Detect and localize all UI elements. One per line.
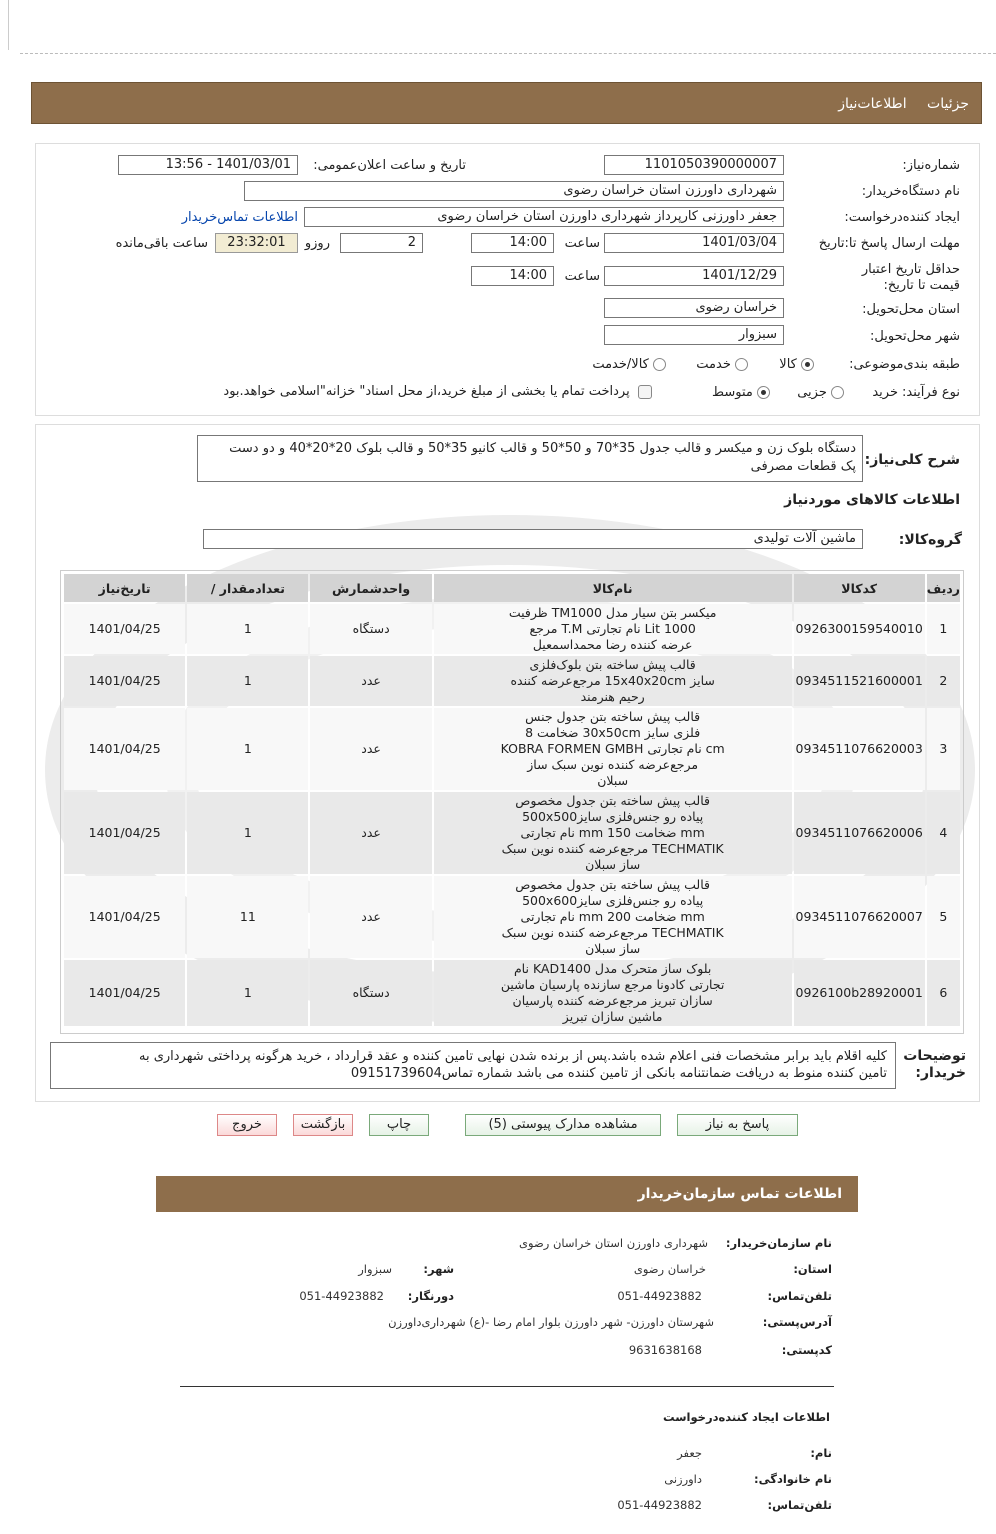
row-number: 1 <box>927 604 960 654</box>
service-radio[interactable] <box>735 358 748 371</box>
top-divider <box>20 53 996 54</box>
item-qty: 1 <box>187 656 308 706</box>
category-goods-option[interactable] <box>779 357 814 372</box>
goods-radio[interactable] <box>801 358 814 371</box>
item-date: 1401/04/25 <box>64 708 185 790</box>
item-code: 0934511076620007 <box>794 876 925 958</box>
process-buy-label: خرید <box>872 385 898 400</box>
item-name-line: قالب پیش ساخته بتن جدول مخصوص <box>515 793 711 808</box>
creator-name-label: نام: <box>810 1446 832 1460</box>
item-name-line: عرضه کننده رضا محمداسمعیل <box>532 637 693 652</box>
partial-radio-label: جزیی <box>797 385 827 400</box>
fax-label: دورنگار: <box>407 1289 454 1303</box>
item-name <box>434 656 792 706</box>
goods-group-label: گروه‌کالا: <box>898 532 962 548</box>
validity-date-field: 1401/12/29 <box>604 266 784 286</box>
row-number: 3 <box>927 708 960 790</box>
col-code: کدکالا <box>794 574 925 602</box>
table-row <box>64 656 960 706</box>
reply-button[interactable]: پاسخ به نیاز <box>677 1114 798 1136</box>
buyer-notes-field <box>50 1042 896 1089</box>
announce-date-label: تاریخ و ساعت اعلان‌عمومی: <box>313 158 466 173</box>
province-contact-value: خراسان رضوی <box>633 1262 706 1276</box>
phone-value: 051-44923882 <box>617 1289 702 1303</box>
item-qty: 1 <box>187 960 308 1026</box>
notes-line-2: تامین کننده منوط به دریافت ضمانتنامه بانکی از تامین کننده می باشد شماره تماس09151739604 <box>350 1066 887 1081</box>
table-row <box>64 604 960 654</box>
remaining-label: ساعت باقی‌مانده <box>115 236 208 251</box>
item-name-line: قالب پیش ساخته بتن جدول مخصوص <box>515 877 711 892</box>
phone-label: تلفن‌تماس: <box>767 1289 832 1303</box>
city-label: شهر محل‌تحویل: <box>870 329 960 344</box>
creator-info-title: اطلاعات ایجاد کننده‌درخواست <box>663 1410 830 1424</box>
item-qty: 1 <box>187 708 308 790</box>
tab-need-info[interactable]: اطلاعات‌نیاز <box>838 96 907 112</box>
item-name-line: پیاده رو جنس‌فلزی سایز500x500 <box>522 809 704 824</box>
province-field: خراسان رضوی <box>604 298 784 318</box>
city-field: سبزوار <box>604 325 784 345</box>
item-name <box>434 792 792 874</box>
item-code: 0926100b28920001 <box>794 960 925 1026</box>
item-unit: دستگاه <box>310 604 431 654</box>
item-unit: دستگاه <box>310 960 431 1026</box>
table-row <box>64 708 960 790</box>
item-date: 1401/04/25 <box>64 876 185 958</box>
row-number: 5 <box>927 876 960 958</box>
medium-radio[interactable] <box>757 386 770 399</box>
deadline-date-field: 1401/03/04 <box>604 233 784 253</box>
table-row <box>64 792 960 874</box>
item-name-line: ماشین سازان تبریز <box>562 1009 663 1024</box>
item-code: 0934511076620006 <box>794 792 925 874</box>
province-label: استان محل‌تحویل: <box>862 302 960 317</box>
item-qty: 1 <box>187 792 308 874</box>
col-row: ردیف <box>927 574 960 602</box>
province-contact-label: استان: <box>793 1262 832 1276</box>
notes-line-1: کلیه اقلام باید برابر مشخصات فنی اعلام شده باشد.پس از برنده شدن نهایی تامین کننده و عقد قرارداد ، خرید هرگونه پرداختی شهرداری به <box>138 1049 887 1064</box>
validity-time-label: ساعت <box>564 269 600 284</box>
category-label: طبقه بندی‌موضوعی: <box>849 357 960 372</box>
item-name-line: پیاده رو جنس‌فلزی سایز500x600 <box>522 893 704 908</box>
creator-label: ایجاد کننده‌درخواست: <box>844 210 960 225</box>
back-button[interactable]: بازگشت <box>293 1114 353 1136</box>
creator-phone-label: تلفن‌تماس: <box>767 1498 832 1512</box>
item-name-line: تجارتی کادونا مرجع سازنده پارسیان ماشین <box>500 977 725 992</box>
view-documents-button[interactable]: مشاهده مدارک پیوستی (5) <box>465 1114 661 1136</box>
need-number-label: شماره‌نیاز: <box>902 158 960 173</box>
print-button[interactable]: چاپ <box>369 1114 429 1136</box>
goods-service-radio[interactable] <box>653 358 666 371</box>
validity-label: حداقل تاریخ اعتبار قیمت تا تاریخ: <box>861 262 960 293</box>
city-contact-label: شهر: <box>423 1262 454 1276</box>
contact-divider <box>180 1386 834 1387</box>
need-number-field: 1101050390000007 <box>604 155 784 175</box>
items-table-header <box>64 574 960 602</box>
item-name-line: cm نام تجارتی KOBRA FORMEN GMBH <box>500 741 725 756</box>
postal-code-label: کدپستی: <box>781 1343 832 1357</box>
item-date: 1401/04/25 <box>64 656 185 706</box>
goods-radio-label: کالا <box>779 357 797 372</box>
item-code: 0926300159540010 <box>794 604 925 654</box>
item-name-line: سازان تبریز مرجع‌عرضه کننده پارسیان <box>512 993 713 1008</box>
item-name-line: TECHMATIK مرجع‌عرضه کننده نوین سبک <box>501 841 724 856</box>
item-name <box>434 604 792 654</box>
item-name-line: ساز سبلان <box>585 941 641 956</box>
item-name-line: TECHMATIK مرجع‌عرضه کننده نوین سبک <box>501 925 724 940</box>
org-name-label: نام سازمان‌خریدار: <box>725 1236 832 1250</box>
item-name-line: سبلان <box>597 773 629 788</box>
item-name-line: سایز 15x40x20cm مرجع‌عرضه کننده <box>510 673 715 688</box>
creator-field: جعفر داورزنی کارپرداز شهرداری داورزن استان خراسان رضوی <box>304 207 784 227</box>
page-header <box>31 82 982 124</box>
goods-service-radio-label: کالا/خدمت <box>592 357 649 372</box>
col-date: تاریخ‌نیاز <box>64 574 185 602</box>
process-partial-option[interactable] <box>797 385 844 400</box>
item-unit: عدد <box>310 876 431 958</box>
process-type-label: نوع فرآیند: <box>902 385 960 400</box>
item-name <box>434 960 792 1026</box>
creator-family-value: داورزنی <box>664 1472 702 1486</box>
announce-date-field: 1401/03/01 - 13:56 <box>118 155 298 175</box>
summary-line-1: دستگاه بلوک زن و میکسر و قالب جدول 35*70 و 50*50 و قالب کانیو 35*50 و قالب بلوک 20*20*40 و دو دست <box>229 441 856 456</box>
item-name-line: 1000 Lit نام تجارتی T.M مرجع <box>529 621 696 636</box>
item-name-line: mm ضخامت 150 mm نام تجارتی <box>520 825 705 840</box>
item-date: 1401/04/25 <box>64 792 185 874</box>
service-radio-label: خدمت <box>696 357 731 372</box>
city-contact-value: سبزوار <box>358 1262 392 1276</box>
item-name-line: ساز سبلان <box>585 857 641 872</box>
fax-value: 051-44923882 <box>299 1289 384 1303</box>
deadline-time-field: 14:00 <box>471 233 554 253</box>
row-number: 2 <box>927 656 960 706</box>
item-code: 0934511521600001 <box>794 656 925 706</box>
col-unit: واحدشمارش <box>310 574 431 602</box>
category-service-option[interactable] <box>696 357 748 372</box>
item-name <box>434 708 792 790</box>
category-both-option[interactable] <box>592 357 666 372</box>
payment-checkbox[interactable] <box>638 385 652 399</box>
item-name-line: قالب پیش ساخته بتن جدول جنس <box>525 709 701 724</box>
buyer-contact-header: اطلاعات تماس سازمان‌خریدار <box>156 1176 858 1212</box>
deadline-label: مهلت ارسال پاسخ تا:تاریخ <box>818 236 960 251</box>
remaining-time-field: 23:32:01 <box>215 233 298 253</box>
items-table <box>62 572 962 1028</box>
buyer-contact-link[interactable]: اطلاعات تماس‌خریدار <box>181 210 298 225</box>
address-value: شهرستان داورزن- شهر داورزن بلوار امام رضا -(ع) شهرداری‌داورزن <box>388 1315 714 1329</box>
days-label: روزو <box>304 236 330 251</box>
buyer-field: شهرداری داورزن استان خراسان رضوی <box>244 181 784 201</box>
exit-button[interactable]: خروج <box>217 1114 277 1136</box>
validity-time-field: 14:00 <box>471 266 554 286</box>
item-name-line: قالب پیش ساخته بتن بلوک‌فلزی <box>529 657 696 672</box>
process-medium-option[interactable] <box>712 385 770 400</box>
item-date: 1401/04/25 <box>64 604 185 654</box>
item-name-line: رحیم هنرمند <box>580 689 645 704</box>
item-qty: 1 <box>187 604 308 654</box>
medium-radio-label: متوسط <box>712 385 753 400</box>
left-edge-line <box>8 0 9 50</box>
item-name-line: میکسر بتن سیار مدل TM1000 ظرفیت <box>508 605 717 620</box>
creator-name-value: جعفر <box>677 1446 702 1460</box>
item-name <box>434 876 792 958</box>
col-name: نام‌کالا <box>434 574 792 602</box>
item-qty: 11 <box>187 876 308 958</box>
row-number: 4 <box>927 792 960 874</box>
item-unit: عدد <box>310 656 431 706</box>
payment-note-text: پرداخت تمام یا بخشی از مبلغ خرید،از محل اسناد" خزانه"اسلامی خواهد.بود <box>223 384 630 399</box>
item-unit: عدد <box>310 792 431 874</box>
item-name-line: مرجع‌عرضه کننده نوین سبک ساز <box>527 757 699 772</box>
deadline-time-label: ساعت <box>564 236 600 251</box>
item-name-line: mm ضخامت 200 mm نام تجارتی <box>520 909 705 924</box>
days-field: 2 <box>340 233 423 253</box>
buyer-label: نام دستگاه‌خریدار: <box>861 184 960 199</box>
address-label: آدرس‌پستی: <box>762 1315 832 1329</box>
col-qty: تعدادمقدار / <box>187 574 308 602</box>
row-number: 6 <box>927 960 960 1026</box>
item-date: 1401/04/25 <box>64 960 185 1026</box>
item-unit: عدد <box>310 708 431 790</box>
postal-code-value: 9631638168 <box>628 1343 702 1357</box>
payment-note <box>223 384 652 399</box>
goods-section-title: اطلاعات کالاهای موردنیاز <box>784 492 960 508</box>
org-name-value: شهرداری داورزن استان خراسان رضوی <box>519 1236 708 1250</box>
item-code: 0934511076620003 <box>794 708 925 790</box>
item-name-line: فلزی سایز 30x50cm ضخامت 8 <box>525 725 701 740</box>
table-row <box>64 876 960 958</box>
summary-line-2: پک قطعات مصرفی <box>750 459 856 474</box>
partial-radio[interactable] <box>831 386 844 399</box>
goods-group-field: ماشین آلات تولیدی <box>203 529 863 549</box>
item-name-line: بلوک ساز متحرک مدل KAD1400 نام <box>513 961 712 976</box>
creator-phone-value: 051-44923882 <box>617 1498 702 1512</box>
tab-details[interactable]: جزئیات <box>927 96 969 112</box>
creator-family-label: نام خانوادگی: <box>754 1472 832 1486</box>
buyer-notes-label: توضیحات خریدار: <box>903 1048 966 1081</box>
table-row <box>64 960 960 1026</box>
summary-field <box>197 435 863 482</box>
summary-label: شرح کلی‌نیاز: <box>864 452 960 468</box>
